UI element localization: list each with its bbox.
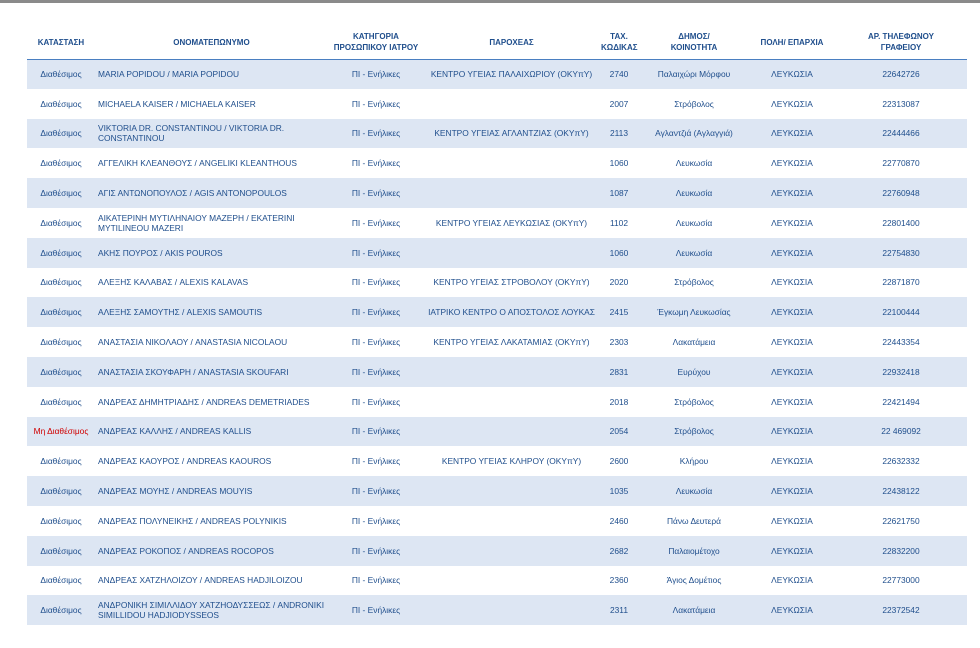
city-cell: ΛΕΥΚΩΣΙΑ: [771, 217, 813, 228]
postal-code-cell: 2311: [609, 605, 628, 616]
header-row: [27, 26, 967, 59]
postal-code-cell: 2303: [609, 337, 629, 348]
postal-code-cell: 2020: [609, 277, 629, 288]
header-city: ΠΟΛΗ/ ΕΠΑΡΧΙΑ: [760, 37, 824, 47]
category-cell: ΠΙ - Ενήλικες: [351, 277, 401, 288]
phone-cell: 22100444: [882, 307, 920, 318]
municipality-cell: Στρόβολος: [674, 396, 714, 407]
provider-cell: [424, 387, 599, 417]
municipality-cell: Λευκωσία: [675, 217, 713, 228]
phone-cell: 22754830: [882, 247, 920, 258]
name-cell: ΑΝΔΡΟΝΙΚΗ ΣΙΜΙΛΛΙΔΟΥ ΧΑΤΖΗΟΔΥΣΣΕΩΣ / ANDRONIKI SIMILLIDOU HADJIODYSSEOS: [98, 600, 325, 621]
status-cell: Διαθέσιμος: [40, 188, 82, 199]
category-cell: ΠΙ - Ενήλικες: [351, 247, 401, 258]
municipality-cell: Ευρύχου: [677, 366, 711, 377]
city-cell: ΛΕΥΚΩΣΙΑ: [771, 188, 813, 199]
postal-code-cell: 2415: [609, 307, 629, 318]
table-row: [27, 148, 967, 178]
provider-cell: [424, 89, 599, 119]
status-cell: Διαθέσιμος: [40, 456, 82, 467]
provider-cell: [424, 506, 599, 536]
status-cell: Διαθέσιμος: [40, 366, 82, 377]
table-row: [27, 566, 967, 596]
table-row: [27, 476, 967, 506]
city-cell: ΛΕΥΚΩΣΙΑ: [771, 605, 813, 616]
municipality-cell: Κλήρου: [679, 456, 709, 467]
city-cell: ΛΕΥΚΩΣΙΑ: [771, 69, 813, 80]
municipality-cell: Λευκωσία: [675, 486, 713, 497]
postal-code-cell: 2831: [609, 366, 629, 377]
phone-cell: 22632332: [882, 456, 920, 467]
table-row: [27, 208, 967, 238]
provider-cell: ΚΕΝΤΡΟ ΥΓΕΙΑΣ ΛΑΚΑΤΑΜΙΑΣ (ΟΚΥπΥ): [433, 337, 590, 348]
provider-cell: [424, 476, 599, 506]
city-cell: ΛΕΥΚΩΣΙΑ: [771, 486, 813, 497]
phone-cell: 22438122: [882, 486, 920, 497]
municipality-cell: Λευκωσία: [675, 188, 713, 199]
municipality-cell: Πάνω Δευτερά: [666, 515, 722, 526]
category-cell: ΠΙ - Ενήλικες: [351, 366, 401, 377]
municipality-cell: Λευκωσία: [675, 158, 713, 169]
name-cell: ΑΝΔΡΕΑΣ ΧΑΤΖΗΛΟΙΖΟΥ / ANDREAS HADJILOIZOU: [98, 575, 303, 586]
phone-cell: 22372542: [882, 605, 920, 616]
status-cell: Διαθέσιμος: [40, 247, 82, 258]
header-municipality: ΔΗΜΟΣ/ ΚΟΙΝΟΤΗΤΑ: [670, 32, 718, 53]
name-cell: ΑΛΕΞΗΣ ΣΑΜΟΥΤΗΣ / ALEXIS SAMOUTIS: [98, 307, 263, 318]
name-cell: MARIA POPIDOU / MARIA POPIDOU: [98, 69, 240, 80]
table-row: [27, 387, 967, 417]
table-row: [27, 506, 967, 536]
header-phone: ΑΡ. ΤΗΛΕΦΩΝΟΥ ΓΡΑΦΕΙΟΥ: [868, 32, 934, 53]
phone-cell: 22443354: [882, 337, 920, 348]
provider-cell: ΙΑΤΡΙΚΟ ΚΕΝΤΡΟ Ο ΑΠΟΣΤΟΛΟΣ ΛΟΥΚΑΣ: [428, 307, 595, 318]
header-name: ΟΝΟΜΑΤΕΠΩΝΥΜΟ: [173, 37, 250, 47]
category-cell: ΠΙ - Ενήλικες: [351, 456, 401, 467]
postal-code-cell: 2600: [609, 456, 629, 467]
status-cell: Διαθέσιμος: [40, 575, 82, 586]
top-divider: [0, 0, 980, 3]
municipality-cell: Λακατάμεια: [672, 337, 716, 348]
name-cell: ΑΛΕΞΗΣ ΚΑΛΑΒΑΣ / ALEXIS KALAVAS: [98, 277, 249, 288]
status-cell: Διαθέσιμος: [40, 69, 82, 80]
city-cell: ΛΕΥΚΩΣΙΑ: [771, 128, 813, 139]
name-cell: ΑΝΑΣΤΑΣΙΑ ΝΙΚΟΛΑΟΥ / ANASTASIA NICOLAOU: [98, 337, 288, 348]
municipality-cell: Παλαιχώρι Μόρφου: [657, 69, 731, 80]
name-cell: ΑΙΚΑΤΕΡΙΝΗ ΜΥΤΙΛΗΝΑΙΟΥ ΜΑΖΕΡΗ / EKATERINI MYTILINEOU MAZERI: [98, 212, 295, 233]
phone-cell: 22773000: [882, 575, 920, 586]
status-cell: Διαθέσιμος: [40, 217, 82, 228]
category-cell: ΠΙ - Ενήλικες: [351, 307, 401, 318]
postal-code-cell: 2018: [609, 396, 629, 407]
name-cell: ΑΝΑΣΤΑΣΙΑ ΣΚΟΥΦΑΡΗ / ANASTASIA SKOUFARI: [98, 366, 289, 377]
category-cell: ΠΙ - Ενήλικες: [351, 426, 401, 437]
name-cell: MICHAELA KAISER / MICHAELA KAISER: [98, 98, 256, 109]
table-row: [27, 595, 967, 625]
municipality-cell: Έγκωμη Λευκωσίας: [657, 307, 731, 318]
name-cell: ΑΓΙΣ ΑΝΤΩΝΟΠΟΥΛΟΣ / AGIS ANTONOPOULOS: [98, 188, 287, 199]
category-cell: ΠΙ - Ενήλικες: [351, 515, 401, 526]
name-cell: ΑΓΓΕΛΙΚΗ ΚΛΕΑΝΘΟΥΣ / ANGELIKI KLEANTHOUS: [98, 158, 297, 169]
table-row: [27, 327, 967, 357]
provider-cell: ΚΕΝΤΡΟ ΥΓΕΙΑΣ ΛΕΥΚΩΣΙΑΣ (ΟΚΥπΥ): [435, 217, 588, 228]
header-status: ΚΑΤΑΣΤΑΣΗ: [37, 37, 85, 47]
name-cell: ΑΚΗΣ ΠΟΥΡΟΣ / AKIS POUROS: [98, 247, 223, 258]
postal-code-cell: 1102: [609, 217, 628, 228]
table-body: [27, 59, 967, 625]
city-cell: ΛΕΥΚΩΣΙΑ: [771, 575, 813, 586]
status-cell: Διαθέσιμος: [40, 545, 82, 556]
provider-cell: ΚΕΝΤΡΟ ΥΓΕΙΑΣ ΠΑΛΑΙΧΩΡΙΟΥ (ΟΚΥπΥ): [430, 69, 593, 80]
city-cell: ΛΕΥΚΩΣΙΑ: [771, 515, 813, 526]
table-row: [27, 59, 967, 89]
status-cell: Διαθέσιμος: [40, 486, 82, 497]
name-cell: ΑΝΔΡΕΑΣ ΚΑΛΛΗΣ / ANDREAS KALLIS: [98, 426, 252, 437]
postal-code-cell: 2740: [609, 69, 629, 80]
category-cell: ΠΙ - Ενήλικες: [351, 128, 401, 139]
phone-cell: 22444466: [882, 128, 920, 139]
table-row: [27, 536, 967, 566]
category-cell: ΠΙ - Ενήλικες: [351, 188, 401, 199]
postal-code-cell: 1087: [609, 188, 629, 199]
status-cell: Διαθέσιμος: [40, 277, 82, 288]
table-row: [27, 297, 967, 327]
phone-cell: 22832200: [882, 545, 920, 556]
city-cell: ΛΕΥΚΩΣΙΑ: [771, 396, 813, 407]
doctors-table: [27, 26, 967, 625]
municipality-cell: Στρόβολος: [674, 98, 714, 109]
phone-cell: 22313087: [882, 98, 920, 109]
postal-code-cell: 2054: [609, 426, 629, 437]
postal-code-cell: 1060: [609, 158, 629, 169]
status-cell: Διαθέσιμος: [40, 158, 82, 169]
provider-cell: [424, 148, 599, 178]
provider-cell: ΚΕΝΤΡΟ ΥΓΕΙΑΣ ΣΤΡΟΒΟΛΟΥ (ΟΚΥπΥ): [433, 277, 590, 288]
provider-cell: [424, 566, 599, 596]
phone-cell: 22 469092: [881, 426, 921, 437]
table-row: [27, 446, 967, 476]
category-cell: ΠΙ - Ενήλικες: [351, 217, 401, 228]
city-cell: ΛΕΥΚΩΣΙΑ: [771, 247, 813, 258]
table-row: [27, 119, 967, 149]
phone-cell: 22621750: [882, 515, 920, 526]
city-cell: ΛΕΥΚΩΣΙΑ: [771, 98, 813, 109]
provider-cell: [424, 178, 599, 208]
provider-cell: [424, 595, 599, 625]
table-row: [27, 238, 967, 268]
municipality-cell: Λευκωσία: [675, 247, 713, 258]
table-row: [27, 89, 967, 119]
category-cell: ΠΙ - Ενήλικες: [351, 158, 401, 169]
category-cell: ΠΙ - Ενήλικες: [351, 486, 401, 497]
category-cell: ΠΙ - Ενήλικες: [351, 396, 401, 407]
postal-code-cell: 2113: [609, 128, 628, 139]
status-cell: Διαθέσιμος: [40, 396, 82, 407]
postal-code-cell: 1035: [609, 486, 629, 497]
city-cell: ΛΕΥΚΩΣΙΑ: [771, 307, 813, 318]
phone-cell: 22642726: [882, 69, 920, 80]
city-cell: ΛΕΥΚΩΣΙΑ: [771, 456, 813, 467]
phone-cell: 22770870: [882, 158, 920, 169]
municipality-cell: Παλαιομέτοχο: [668, 545, 720, 556]
status-cell: Διαθέσιμος: [40, 605, 82, 616]
category-cell: ΠΙ - Ενήλικες: [351, 575, 401, 586]
name-cell: ΑΝΔΡΕΑΣ ΜΟΥΗΣ / ANDREAS MOUYIS: [98, 486, 253, 497]
table-row: [27, 417, 967, 447]
status-cell: Διαθέσιμος: [40, 337, 82, 348]
name-cell: VIKTORIA DR. CONSTANTINOU / VIKTORIA DR. CONSTANTINOU: [98, 123, 285, 144]
city-cell: ΛΕΥΚΩΣΙΑ: [771, 545, 813, 556]
name-cell: ΑΝΔΡΕΑΣ ΔΗΜΗΤΡΙΑΔΗΣ / ANDREAS DEMETRIADES: [98, 396, 310, 407]
phone-cell: 22932418: [882, 366, 920, 377]
doctor-list-page: [27, 26, 967, 625]
provider-cell: [424, 417, 599, 447]
phone-cell: 22421494: [882, 396, 920, 407]
table-row: [27, 357, 967, 387]
table-row: [27, 178, 967, 208]
city-cell: ΛΕΥΚΩΣΙΑ: [771, 337, 813, 348]
postal-code-cell: 2360: [609, 575, 629, 586]
city-cell: ΛΕΥΚΩΣΙΑ: [771, 366, 813, 377]
header-postal: ΤΑΧ. ΚΩΔΙΚΑΣ: [601, 32, 638, 53]
phone-cell: 22871870: [882, 277, 920, 288]
provider-cell: ΚΕΝΤΡΟ ΥΓΕΙΑΣ ΚΛΗΡΟΥ (ΟΚΥπΥ): [441, 456, 582, 467]
category-cell: ΠΙ - Ενήλικες: [351, 545, 401, 556]
header-category: ΚΑΤΗΓΟΡΙΑ ΠΡΟΣΩΠΙΚΟΥ ΙΑΤΡΟΥ: [333, 32, 419, 53]
municipality-cell: Λακατάμεια: [672, 605, 716, 616]
postal-code-cell: 2007: [609, 98, 629, 109]
provider-cell: [424, 536, 599, 566]
category-cell: ΠΙ - Ενήλικες: [351, 337, 401, 348]
category-cell: ΠΙ - Ενήλικες: [351, 605, 401, 616]
name-cell: ΑΝΔΡΕΑΣ ΡΟΚΟΠΟΣ / ANDREAS ROCOPOS: [98, 545, 274, 556]
status-cell: Διαθέσιμος: [40, 515, 82, 526]
header-provider: ΠΑΡΟΧΕΑΣ: [489, 37, 534, 47]
status-cell: Μη Διαθέσιμος: [33, 426, 89, 437]
phone-cell: 22801400: [882, 217, 920, 228]
municipality-cell: Άγιος Δομέτιος: [666, 575, 722, 586]
category-cell: ΠΙ - Ενήλικες: [351, 69, 401, 80]
city-cell: ΛΕΥΚΩΣΙΑ: [771, 158, 813, 169]
municipality-cell: Στρόβολος: [674, 426, 714, 437]
city-cell: ΛΕΥΚΩΣΙΑ: [771, 426, 813, 437]
phone-cell: 22760948: [882, 188, 920, 199]
table-header: [27, 26, 967, 59]
name-cell: ΑΝΔΡΕΑΣ ΠΟΛΥΝΕΙΚΗΣ / ANDREAS POLYNIKIS: [98, 515, 287, 526]
provider-cell: [424, 357, 599, 387]
name-cell: ΑΝΔΡΕΑΣ ΚΑΟΥΡΟΣ / ANDREAS KAOUROS: [98, 456, 272, 467]
city-cell: ΛΕΥΚΩΣΙΑ: [771, 277, 813, 288]
provider-cell: ΚΕΝΤΡΟ ΥΓΕΙΑΣ ΑΓΛΑΝΤΖΙΑΣ (ΟΚΥπΥ): [434, 128, 589, 139]
status-cell: Διαθέσιμος: [40, 307, 82, 318]
municipality-cell: Αγλαντζιά (Αγλαγγιά): [655, 128, 733, 139]
category-cell: ΠΙ - Ενήλικες: [351, 98, 401, 109]
postal-code-cell: 1060: [609, 247, 629, 258]
postal-code-cell: 2460: [609, 515, 629, 526]
provider-cell: [424, 238, 599, 268]
status-cell: Διαθέσιμος: [40, 128, 82, 139]
municipality-cell: Στρόβολος: [674, 277, 714, 288]
table-row: [27, 268, 967, 298]
status-cell: Διαθέσιμος: [40, 98, 82, 109]
postal-code-cell: 2682: [609, 545, 629, 556]
